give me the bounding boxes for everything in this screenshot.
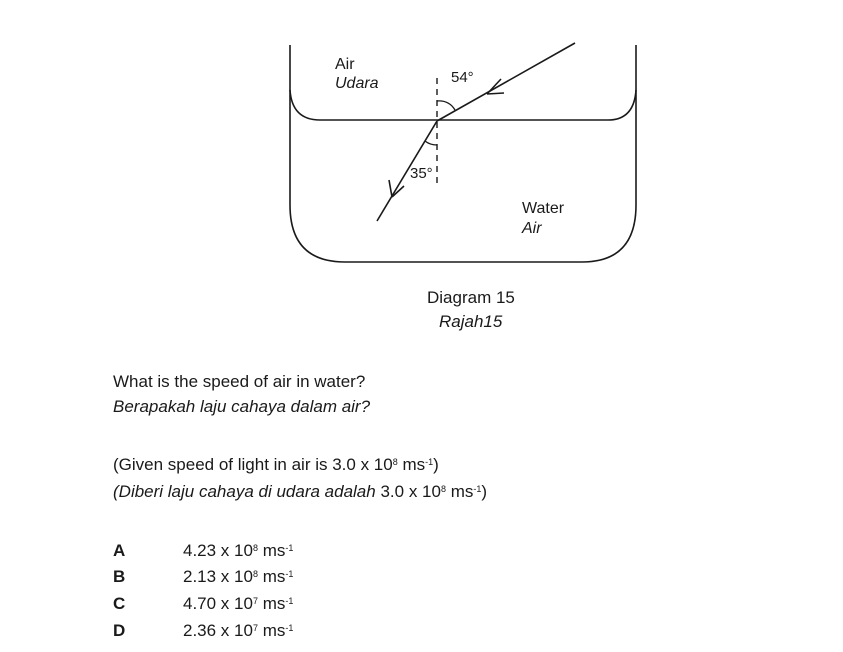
option-d-unit-exponent: -1 bbox=[285, 623, 294, 633]
option-a-exponent: 8 bbox=[252, 543, 258, 553]
incidence-angle-arc bbox=[437, 101, 455, 110]
refraction-angle-label: 35° bbox=[410, 165, 433, 182]
option-c-unit: ms bbox=[257, 594, 286, 613]
option-c-exponent: 7 bbox=[252, 596, 258, 606]
option-a-mantissa: 4.23 x 10 bbox=[183, 541, 253, 560]
option-b-unit-exponent: -1 bbox=[285, 569, 294, 579]
given-exponent: 8 bbox=[392, 457, 398, 467]
option-b-value[interactable] bbox=[183, 567, 293, 587]
option-b-mantissa: 2.13 x 10 bbox=[183, 567, 253, 586]
air-label-malay: Udara bbox=[335, 75, 379, 92]
given-malay-exponent: 8 bbox=[440, 484, 446, 494]
given-malay-unit: ms bbox=[445, 482, 474, 501]
option-a-unit: ms bbox=[257, 541, 286, 560]
diagram-caption-malay: Rajah15 bbox=[439, 312, 503, 331]
given-prefix: (Given speed of light in air is 3.0 x 10 bbox=[113, 455, 393, 474]
option-c-unit-exponent: -1 bbox=[285, 596, 294, 606]
option-c-mantissa: 4.70 x 10 bbox=[183, 594, 253, 613]
given-text-malay bbox=[113, 482, 487, 502]
incident-arrowhead bbox=[487, 79, 504, 94]
question-text-malay: Berapakah laju cahaya dalam air? bbox=[113, 397, 371, 416]
option-a-value[interactable] bbox=[183, 541, 293, 561]
option-a-letter[interactable]: A bbox=[113, 541, 126, 560]
water-surface bbox=[290, 90, 636, 120]
refraction-angle-arc bbox=[425, 141, 437, 145]
given-malay-value: 3.0 x 10 bbox=[375, 482, 441, 501]
water-label: Water bbox=[522, 200, 565, 217]
option-d-value[interactable] bbox=[183, 621, 293, 641]
given-text bbox=[113, 455, 439, 475]
option-b-exponent: 8 bbox=[252, 569, 258, 579]
diagram-caption: Diagram 15 bbox=[427, 288, 515, 307]
given-malay-suffix: ) bbox=[481, 482, 488, 501]
air-label: Air bbox=[335, 56, 355, 73]
given-unit-exponent: -1 bbox=[425, 457, 434, 467]
incidence-angle-label: 54° bbox=[451, 69, 474, 86]
option-b-unit: ms bbox=[257, 567, 286, 586]
option-a-unit-exponent: -1 bbox=[285, 543, 294, 553]
option-d-unit: ms bbox=[257, 621, 286, 640]
given-malay-unit-exponent: -1 bbox=[473, 484, 482, 494]
option-d-mantissa: 2.36 x 10 bbox=[183, 621, 253, 640]
option-b-letter[interactable]: B bbox=[113, 567, 126, 586]
given-unit: ms bbox=[397, 455, 426, 474]
option-c-value[interactable] bbox=[183, 594, 293, 614]
given-malay-prefix: (Diberi laju cahaya di udara adalah bbox=[113, 482, 376, 501]
water-label-malay: Air bbox=[522, 220, 542, 237]
question-text: What is the speed of air in water? bbox=[113, 372, 366, 391]
option-d-letter[interactable]: D bbox=[113, 621, 126, 640]
option-c-letter[interactable]: C bbox=[113, 594, 126, 613]
given-suffix: ) bbox=[433, 455, 439, 474]
option-d-exponent: 7 bbox=[252, 623, 258, 633]
